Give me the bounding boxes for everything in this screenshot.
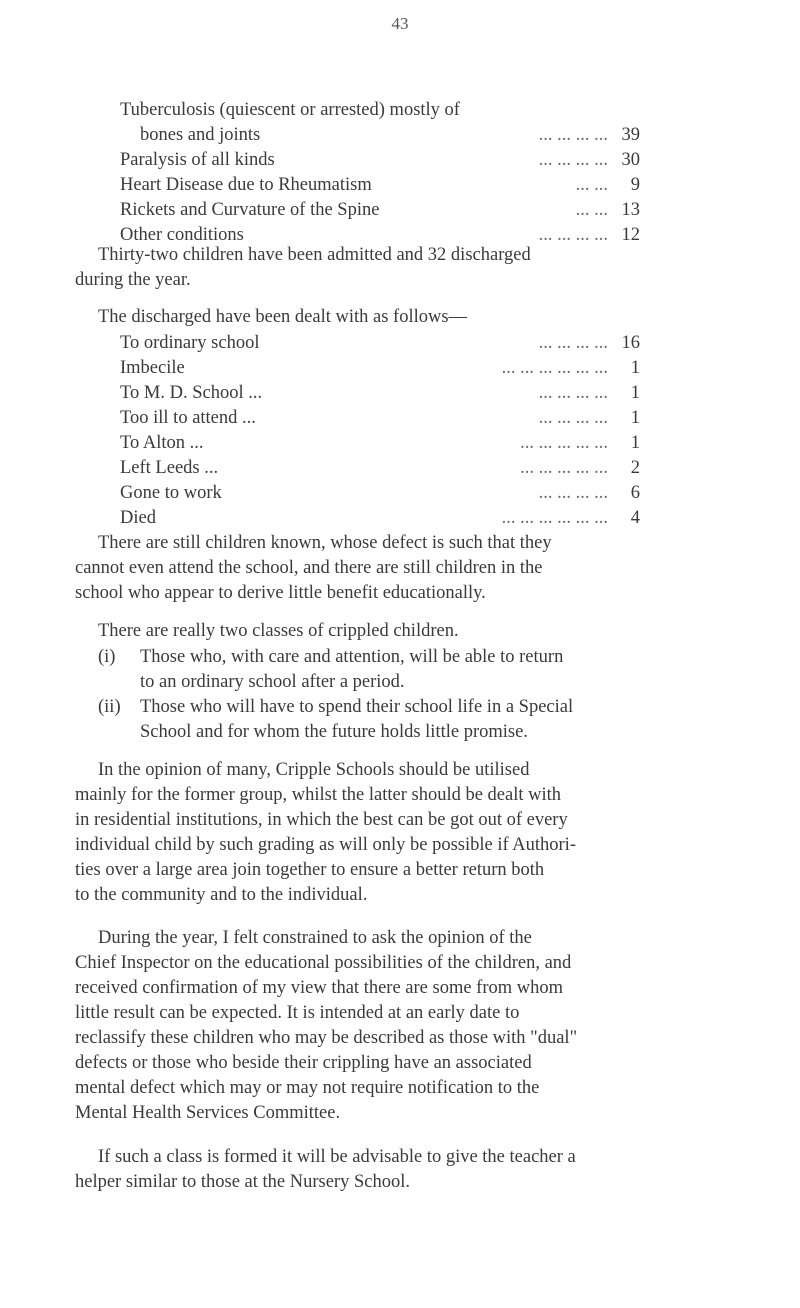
list-item: [120, 431, 640, 456]
disease-list: [120, 98, 640, 248]
discharge-list: [120, 331, 640, 531]
list-item-value: 1: [630, 408, 640, 428]
opinion-paragraph: [75, 758, 720, 908]
list-item-value: 16: [621, 333, 640, 353]
paragraph-line: Chief Inspector on the educational possibilities of the children, and: [75, 953, 572, 973]
list-item-label: Left Leeds ...: [120, 458, 219, 478]
class-item: [98, 645, 720, 695]
paragraph-line: ties over a large area join together to ensure a better return both: [75, 860, 545, 880]
list-item: [120, 123, 640, 148]
list-item: [120, 456, 640, 481]
list-item: [120, 173, 640, 198]
list-item: [120, 331, 640, 356]
list-item-label: bones and joints: [140, 125, 261, 145]
still-children-paragraph: [75, 531, 720, 606]
page-number: 43: [391, 14, 409, 33]
list-item-value: 1: [630, 383, 640, 403]
list-item-value: 1: [630, 433, 640, 453]
leader-dots: ... ... ... ... ...: [520, 458, 608, 478]
paragraph-line: In the opinion of many, Cripple Schools should be utilised: [98, 760, 530, 780]
leader-dots: ... ... ... ...: [538, 125, 608, 145]
list-item-value: 39: [621, 125, 640, 145]
list-item-label: To ordinary school: [120, 333, 260, 353]
leader-dots: ... ... ... ...: [538, 150, 608, 170]
class-formed-paragraph: [75, 1145, 720, 1195]
paragraph-line: little result can be expected. It is intended at an early date to: [75, 1003, 520, 1023]
list-item: [120, 481, 640, 506]
list-item-label: Rickets and Curvature of the Spine: [120, 200, 380, 220]
paragraph-line: in residential institutions, in which the best can be got out of every: [75, 810, 568, 830]
paragraph-line: defects or those who beside their crippling have an associated: [75, 1053, 532, 1073]
list-item-value: 9: [630, 175, 640, 195]
paragraph-line: The discharged have been dealt with as follows—: [98, 307, 468, 327]
list-item-label: To Alton ...: [120, 433, 204, 453]
list-item: [120, 356, 640, 381]
paragraph-line: mainly for the former group, whilst the latter should be dealt with: [75, 785, 562, 805]
list-item-label: Too ill to attend ...: [120, 408, 256, 428]
discharge-intro: [75, 305, 720, 330]
list-item: [120, 406, 640, 431]
class-item-number: (i): [98, 647, 116, 667]
paragraph-line: mental defect which may or may not require notification to the: [75, 1078, 540, 1098]
leader-dots: ... ... ... ...: [538, 383, 608, 403]
list-item-label: Tuberculosis (quiescent or arrested) mostly of: [120, 100, 460, 120]
paragraph-line: received confirmation of my view that there are some from whom: [75, 978, 564, 998]
during-year-paragraph: [75, 926, 720, 1126]
leader-dots: ... ... ... ...: [538, 225, 608, 245]
list-item-label: Died: [120, 508, 156, 528]
leader-dots: ... ... ... ... ...: [520, 433, 608, 453]
list-item-value: 30: [621, 150, 640, 170]
list-item-value: 12: [621, 225, 640, 245]
paragraph-line: school who appear to derive little benefit educationally.: [75, 583, 486, 603]
list-item-label: Other conditions: [120, 225, 244, 245]
class-item-text: [140, 645, 720, 695]
list-item-value: 2: [630, 458, 640, 478]
paragraph-line: individual child by such grading as will only be possible if Authori-: [75, 835, 576, 855]
list-item-label: Imbecile: [120, 358, 185, 378]
paragraph-line: helper similar to those at the Nursery School.: [75, 1172, 410, 1192]
admitted-paragraph: [75, 243, 720, 293]
paragraph-line: There are still children known, whose defect is such that they: [98, 533, 552, 553]
paragraph-line: cannot even attend the school, and there are still children in the: [75, 558, 543, 578]
paragraph-line: to an ordinary school after a period.: [140, 672, 405, 692]
paragraph-line: Those who will have to spend their school life in a Special: [140, 697, 574, 717]
list-item-value: 4: [630, 508, 640, 528]
class-item-text: [140, 695, 720, 745]
leader-dots: ... ... ... ...: [538, 408, 608, 428]
list-item: [120, 506, 640, 531]
paragraph-line: to the community and to the individual.: [75, 885, 368, 905]
paragraph-line: Mental Health Services Committee.: [75, 1103, 341, 1123]
leader-dots: ... ... ... ...: [538, 333, 608, 353]
list-item-value: 1: [630, 358, 640, 378]
paragraph-line: If such a class is formed it will be advisable to give the teacher a: [98, 1147, 576, 1167]
list-item-label: To M. D. School ...: [120, 383, 263, 403]
classes-intro: [75, 619, 720, 644]
list-item-value: 13: [621, 200, 640, 220]
list-item: [120, 381, 640, 406]
paragraph-line: during the year.: [75, 270, 191, 290]
list-item-label: Gone to work: [120, 483, 222, 503]
list-item-value: 6: [630, 483, 640, 503]
leader-dots: ... ...: [575, 200, 608, 220]
paragraph-line: During the year, I felt constrained to ask the opinion of the: [98, 928, 532, 948]
paragraph-line: reclassify these children who may be described as those with "dual": [75, 1028, 578, 1048]
list-item-label: Heart Disease due to Rheumatism: [120, 175, 372, 195]
paragraph-line: There are really two classes of crippled children.: [98, 621, 459, 641]
class-item-number: (ii): [98, 697, 121, 717]
class-item: [98, 695, 720, 745]
leader-dots: ... ... ... ...: [538, 483, 608, 503]
leader-dots: ... ... ... ... ... ...: [501, 358, 608, 378]
paragraph-line: Those who, with care and attention, will be able to return: [140, 647, 564, 667]
leader-dots: ... ...: [575, 175, 608, 195]
list-item-label: Paralysis of all kinds: [120, 150, 275, 170]
list-item: [120, 148, 640, 173]
leader-dots: ... ... ... ... ... ...: [501, 508, 608, 528]
list-item: [120, 98, 640, 123]
paragraph-line: School and for whom the future holds little promise.: [140, 722, 528, 742]
paragraph-line: Thirty-two children have been admitted and 32 discharged: [98, 245, 531, 265]
list-item: [120, 198, 640, 223]
